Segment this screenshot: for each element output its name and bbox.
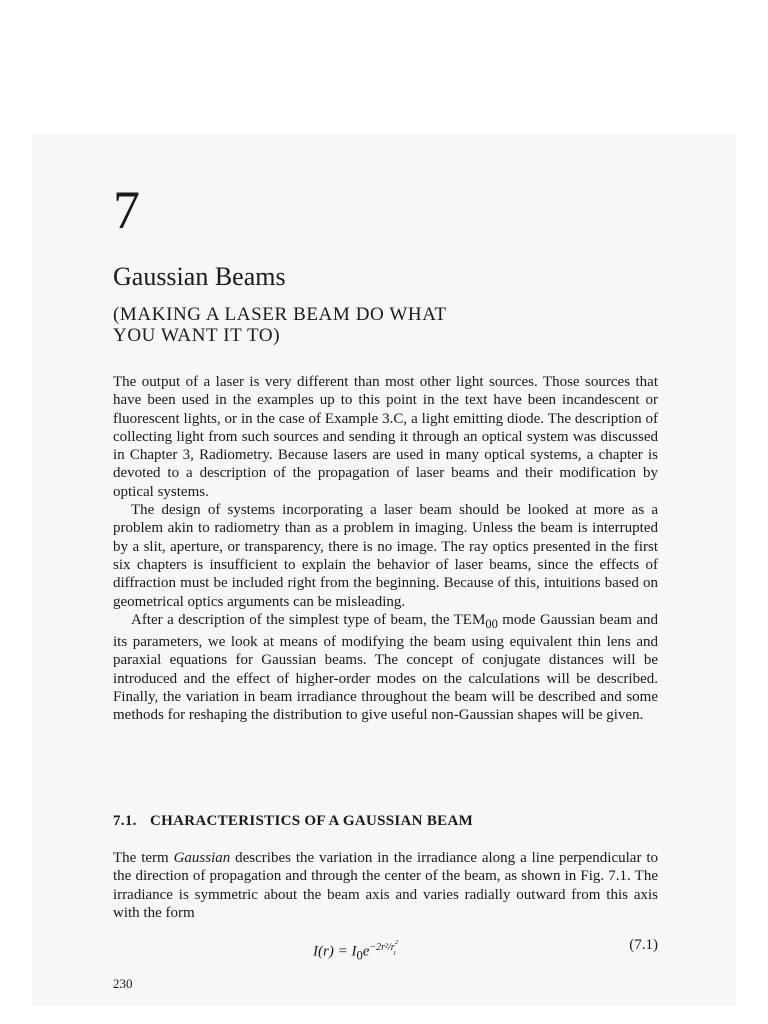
intro-paragraph-2: The design of systems incorporating a laser beam should be looked at more as a problem akin to radiometry than as a problem in imaging. Unless the beam is interrupted by a slit, aperture, or transparency, there is no image. The ray optics presented in the first six chapters is insufficient to explain the behavior of laser beams, since the effects of diffraction must be included right from the beginning. Because of this, intuitions based on geometrical optics arguments can be misleading. xyxy=(113,502,658,610)
intro-paragraph-1: The output of a laser is very different than most other light sources. Those sources that have been used in the examples up to this point in the text have been incandescent or fluorescent lights, or in the case of Example 3.C, a light emitting diode. The description of collecting light from such sources and sending it through an optical system was discussed in Chapter 3, Radiometry. Because lasers are used in many optical systems, a chapter is devoted to a description of the propagation of laser beams and their modification by optical systems. xyxy=(113,374,658,500)
equation-exponent-main: −2r²/r xyxy=(369,941,395,953)
equation-exponent-sub: 1 xyxy=(393,950,397,958)
section-title: CHARACTERISTICS OF A GAUSSIAN BEAM xyxy=(150,813,474,829)
tem-subscript: 00 xyxy=(485,616,498,631)
intro-p3-before: After a description of the simplest type of beam, the TEM xyxy=(131,611,486,628)
equation-exponent-sup: 2 xyxy=(394,939,399,946)
chapter-number: 7 xyxy=(113,180,140,240)
equation-exponent xyxy=(369,939,401,958)
chapter-title: Gaussian Beams xyxy=(113,262,286,291)
section-text-after: describes the variation in the irradiance along a line perpendicular to the direction of propagation and through the center of the beam, as shown in Fig. 7.1. The irradiance is symmetric about the beam axis and varies radially outward from this axis with the form xyxy=(113,850,658,921)
section-text-before: The term xyxy=(113,850,174,866)
page-number: 230 xyxy=(113,976,133,991)
intro-paragraph-3 xyxy=(113,611,658,725)
chapter-subtitle xyxy=(113,304,533,346)
intro-text xyxy=(113,373,658,725)
chapter-subtitle-line-1: (MAKING A LASER BEAM DO WHAT xyxy=(113,304,447,325)
equation-sub-0: 0 xyxy=(356,948,363,963)
section-text-emphasis: Gaussian xyxy=(173,850,231,866)
equation-formula xyxy=(313,934,401,967)
equation-base: e xyxy=(362,943,370,960)
equation-lhs: I(r) = I xyxy=(313,943,357,960)
intro-p3-after: mode Gaussian beam and its parameters, we look at means of modifying the beam using equivalent thin lens and paraxial equations for Gaussian beams. The concept of conjugate distances will be introduced and the effect of higher-order modes on the calculations will be described. Finally, the variation in beam irradiance throughout the beam will be described and some methods for reshaping the distribution to give useful non-Gaussian shapes will be given. xyxy=(113,611,658,724)
section-paragraph xyxy=(113,849,658,922)
equation-number: (7.1) xyxy=(629,937,658,953)
chapter-subtitle-line-2: YOU WANT IT TO) xyxy=(113,325,281,346)
section-text xyxy=(113,849,658,922)
section-heading xyxy=(113,811,658,831)
equation-7-1 xyxy=(113,934,658,963)
section-number: 7.1. xyxy=(113,813,137,829)
